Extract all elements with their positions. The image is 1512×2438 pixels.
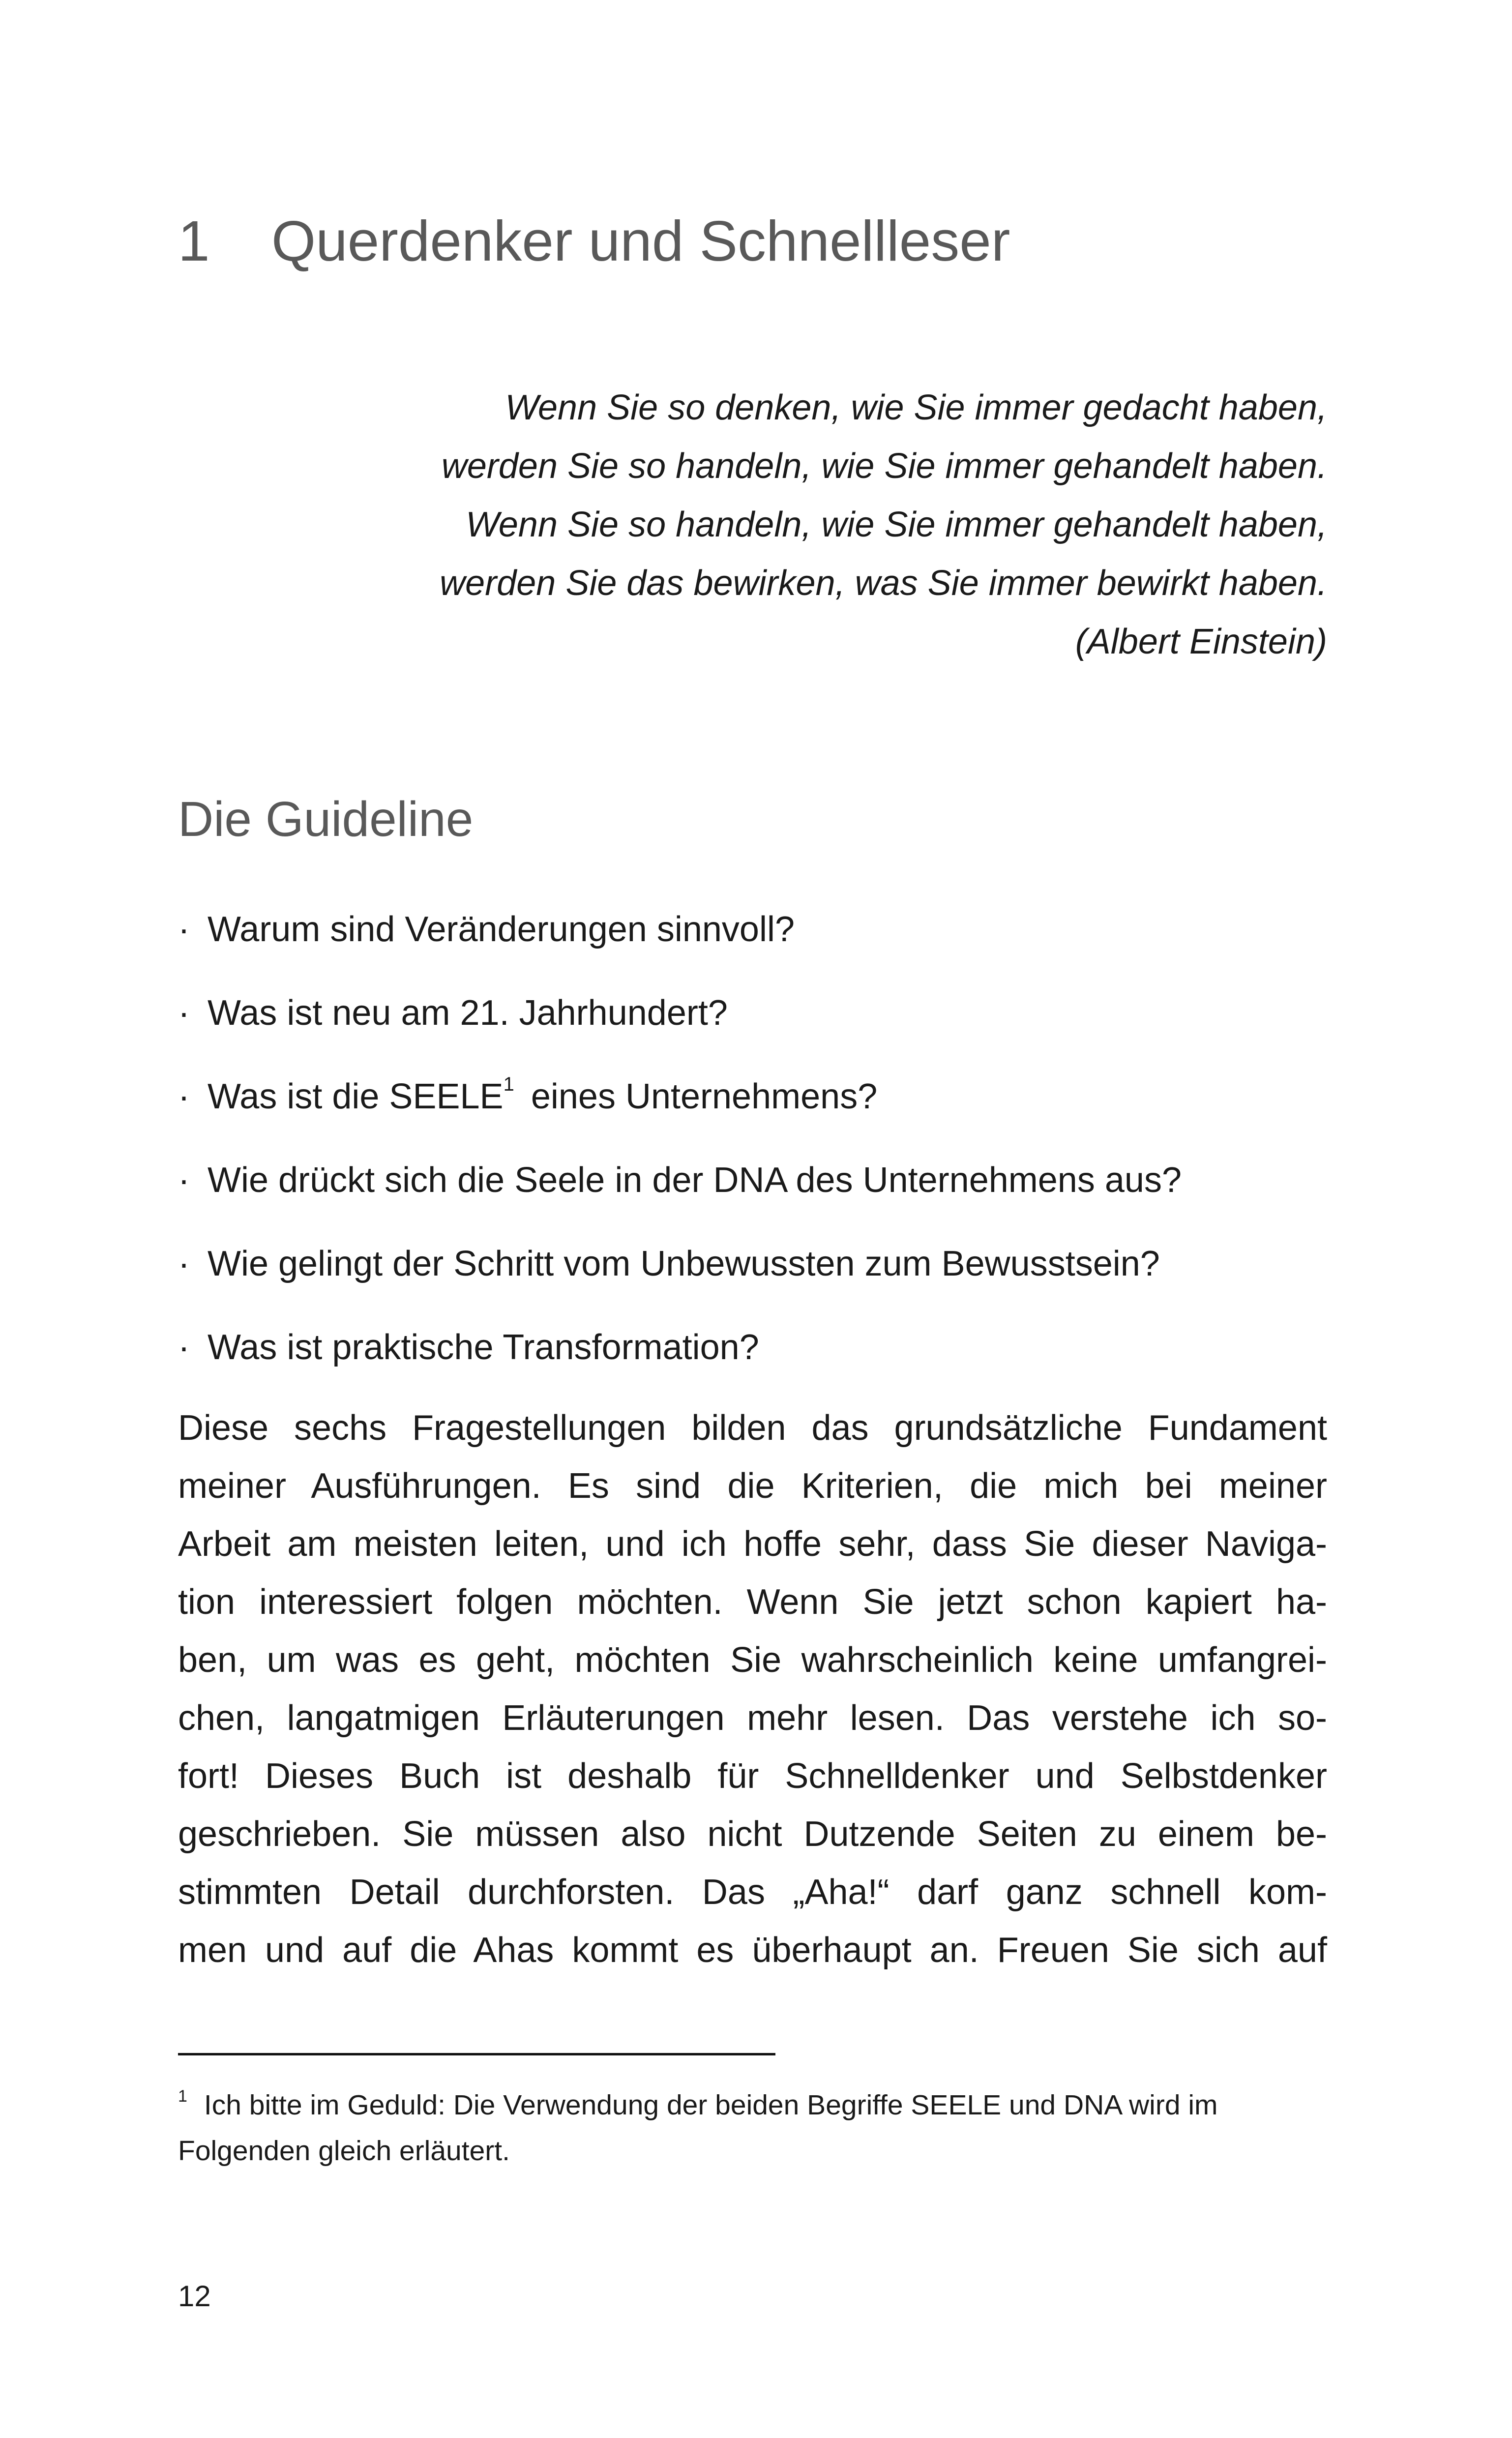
body-line: Diese sechs Fragestellungen bilden das grundsätzliche Fundament (178, 1408, 1327, 1448)
body-line: fort! Dieses Buch ist deshalb für Schnelldenker und Selbstdenker (178, 1756, 1327, 1796)
bullet-marker: · (178, 1077, 190, 1116)
question-text: eines Unternehmens? (531, 1077, 878, 1116)
footnote-line (178, 2082, 1327, 2128)
body-line: meiner Ausführungen. Es sind die Kriterien, die mich bei meiner (178, 1466, 1327, 1506)
list-item (178, 1072, 1327, 1156)
list-item (178, 905, 1327, 988)
page-number: 12 (178, 2280, 211, 2313)
question-text: Wie drückt sich die Seele in der DNA des Unternehmens aus? (208, 1160, 1182, 1200)
footnote-text: Ich bitte im Geduld: Die Verwendung der beiden Begriffe SEELE und DNA wird im (204, 2089, 1218, 2121)
epigraph-line: werden Sie das bewirken, was Sie immer bewirkt haben. (440, 564, 1327, 603)
chapter-title: Querdenker und Schnellleser (271, 209, 1010, 273)
footnote-line: Folgenden gleich erläutert. (178, 2135, 510, 2167)
body-line: geschrieben. Sie müssen also nicht Dutzende Seiten zu einem be- (178, 1814, 1327, 1854)
chapter-number: 1 (178, 209, 210, 273)
list-item (178, 1239, 1327, 1323)
body-line: men und auf die Ahas kommt es überhaupt an. Freuen Sie sich auf (178, 1931, 1327, 1970)
guideline-question-list (178, 905, 1327, 1406)
footnote-reference[interactable]: 1 (503, 1073, 514, 1095)
epigraph-line: werden Sie so handeln, wie Sie immer gehandelt haben. (441, 446, 1327, 486)
question-text: Warum sind Veränderungen sinnvoll? (208, 910, 795, 949)
chapter-heading (178, 202, 1358, 280)
body-line: tion interessiert folgen möchten. Wenn Sie jetzt schon kapiert ha- (178, 1582, 1327, 1622)
list-item (178, 1156, 1327, 1239)
footnote-number: 1 (178, 2087, 187, 2106)
footnote-divider (178, 2053, 775, 2055)
list-item (178, 988, 1327, 1072)
question-text: Was ist die SEELE (208, 1077, 504, 1116)
question-text: Wie gelingt der Schritt vom Unbewussten zum Bewusstsein? (208, 1244, 1160, 1283)
body-line: chen, langatmigen Erläuterungen mehr lesen. Das verstehe ich so- (178, 1698, 1327, 1738)
bullet-marker: · (178, 1244, 190, 1283)
epigraph-line: Wenn Sie so handeln, wie Sie immer gehandelt haben, (466, 505, 1327, 544)
epigraph-attribution: (Albert Einstein) (1075, 622, 1327, 661)
bullet-marker: · (178, 910, 190, 949)
body-line: ben, um was es geht, möchten Sie wahrscheinlich keine umfangrei- (178, 1640, 1327, 1680)
footnote (178, 2082, 1327, 2174)
bullet-marker: · (178, 993, 190, 1033)
list-item (178, 1323, 1327, 1406)
bullet-marker: · (178, 1160, 190, 1200)
body-paragraph (178, 1399, 1327, 1979)
epigraph-line: Wenn Sie so denken, wie Sie immer gedacht haben, (505, 388, 1327, 427)
epigraph (196, 379, 1327, 671)
body-line: Arbeit am meisten leiten, und ich hoffe sehr, dass Sie dieser Naviga- (178, 1524, 1327, 1564)
bullet-marker: · (178, 1328, 190, 1367)
section-heading: Die Guideline (178, 792, 474, 847)
question-text: Was ist praktische Transformation? (208, 1328, 759, 1367)
body-line: stimmten Detail durchforsten. Das „Aha!“ darf ganz schnell kom- (178, 1873, 1327, 1912)
question-text: Was ist neu am 21. Jahrhundert? (208, 993, 728, 1033)
